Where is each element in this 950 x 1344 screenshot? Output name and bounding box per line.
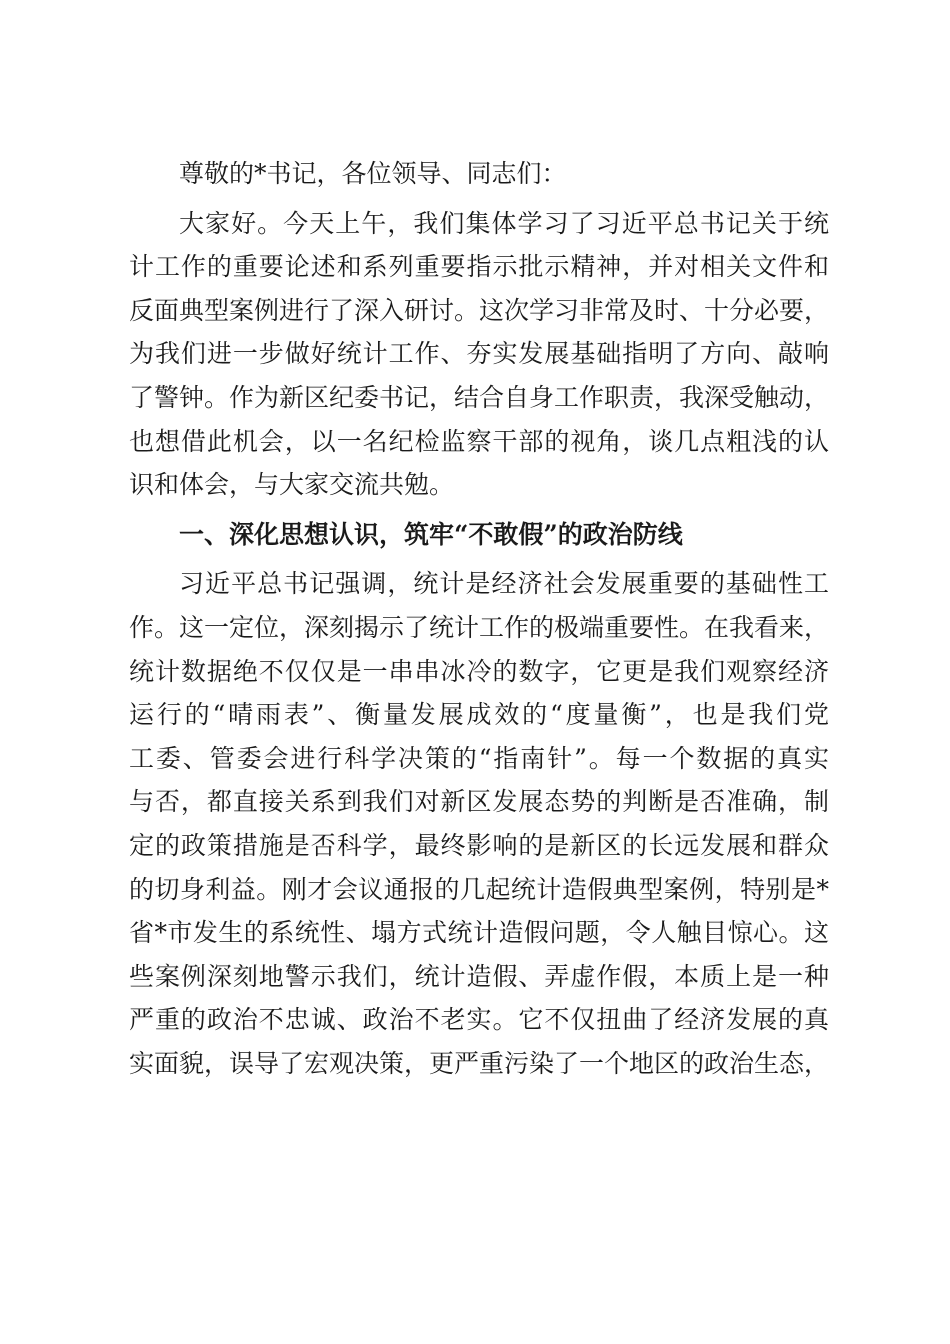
section-1-line-10: 些案例深刻地警示我们，统计造假、弄虚作假，本质上是一种 (129, 961, 829, 991)
section-1-line-4: 运行的“晴雨表”、衡量发展成效的“度量衡”，也是我们党 (129, 700, 829, 730)
section-1-line-11: 严重的政治不忠诚、政治不老实。它不仅扭曲了经济发展的真 (129, 1005, 829, 1035)
intro-line-7: 识和体会，与大家交流共勉。 (129, 470, 455, 500)
intro-line-1: 大家好。今天上午，我们集体学习了习近平总书记关于统 (179, 208, 829, 238)
intro-line-4: 为我们进一步做好统计工作、夯实发展基础指明了方向、敲响 (129, 339, 829, 369)
intro-line-3: 反面典型案例进行了深入研讨。这次学习非常及时、十分必要， (129, 295, 829, 325)
section-1-paragraph (129, 562, 829, 1085)
intro-paragraph (129, 202, 829, 507)
salutation-line: 尊敬的*书记，各位领导、同志们： (179, 159, 567, 188)
section-1-line-1: 习近平总书记强调，统计是经济社会发展重要的基础性工 (179, 569, 829, 599)
intro-line-2: 计工作的重要论述和系列重要指示批示精神，并对相关文件和 (129, 252, 829, 282)
section-1-line-3: 统计数据绝不仅仅是一串串冰冷的数字，它更是我们观察经济 (129, 656, 829, 686)
document-page (129, 152, 829, 1085)
section-1-line-12: 实面貌，误导了宏观决策，更严重污染了一个地区的政治生态， (129, 1048, 829, 1078)
section-1-line-2: 作。这一定位，深刻揭示了统计工作的极端重要性。在我看来， (129, 612, 829, 642)
section-1-line-5: 工委、管委会进行科学决策的“指南针”。每一个数据的真实 (129, 743, 829, 773)
section-1-line-9: 省*市发生的系统性、塌方式统计造假问题，令人触目惊心。这 (129, 918, 829, 948)
salutation-paragraph (129, 152, 829, 196)
section-1-line-8: 的切身利益。刚才会议通报的几起统计造假典型案例，特别是* (129, 874, 829, 904)
section-1-line-6: 与否，都直接关系到我们对新区发展态势的判断是否准确，制 (129, 787, 829, 817)
intro-line-5: 了警钟。作为新区纪委书记，结合自身工作职责，我深受触动， (129, 382, 829, 412)
section-1-heading (129, 513, 829, 557)
section-1-heading-text: 一、深化思想认识，筑牢“不敢假”的政治防线 (179, 519, 683, 549)
intro-line-6: 也想借此机会，以一名纪检监察干部的视角，谈几点粗浅的认 (129, 426, 829, 456)
section-1-line-7: 定的政策措施是否科学，最终影响的是新区的长远发展和群众 (129, 830, 829, 860)
